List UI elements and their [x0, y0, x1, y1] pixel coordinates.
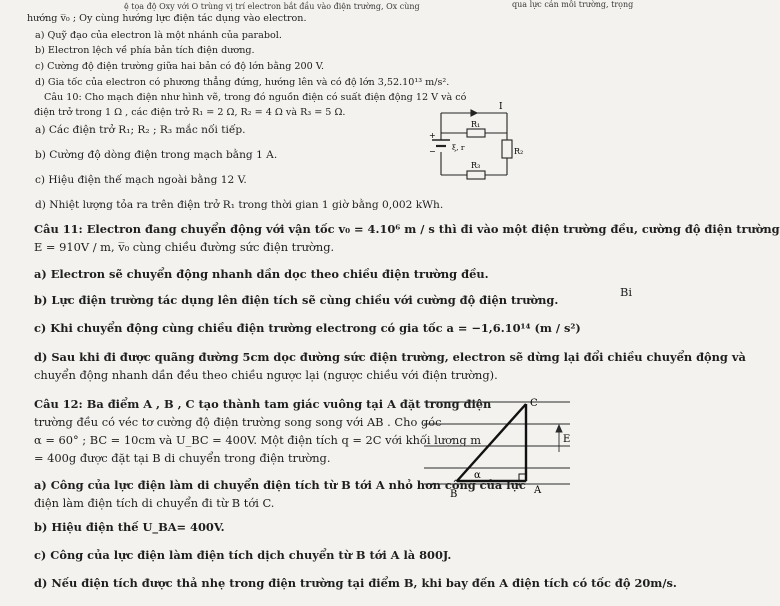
field-e-label: E — [563, 434, 571, 445]
text-line-top-right: qua lực cản môi trường, trọng — [512, 0, 634, 9]
q12-option-c: c) Công của lực điện làm điện tích dịch chuyển từ B tới A là 800J. — [34, 548, 452, 562]
q11-option-d-cont: chuyển động nhanh dần đều theo chiều ngược lại (ngược chiều với điện trường). — [34, 368, 498, 382]
current-label: I — [499, 102, 503, 112]
question-12-stem-4: = 400g được đặt tại B di chuyển trong điện trường. — [34, 451, 331, 465]
option-a: a) Quỹ đạo của electron là một nhánh của parabol. — [35, 30, 282, 41]
q12-option-b: b) Hiệu điện thế U_BA= 400V. — [34, 520, 225, 534]
option-c: c) Cường độ điện trường giữa hai bản có độ lớn bằng 200 V. — [35, 61, 325, 72]
circuit-diagram — [415, 100, 525, 185]
q12-option-d: d) Nếu điện tích được thả nhẹ trong điện trường tại điểm B, khi bay đến A điện tích có tốc độ 20m/s. — [34, 576, 677, 590]
edge-text: Bi — [620, 285, 633, 299]
q12-option-a-cont: điện làm điện tích di chuyển đi từ B tới C. — [34, 496, 275, 510]
q10-option-c: c) Hiệu điện thế mạch ngoài bằng 12 V. — [35, 174, 247, 186]
question-10-stem: Câu 10: Cho mạch điện như hình vẽ, trong đó nguồn điện có suất điện động 12 V và có — [44, 92, 467, 103]
q11-option-a: a) Electron sẽ chuyển động nhanh dần dọc theo chiều điện trường đều. — [34, 267, 489, 281]
r2-label: R₂ — [514, 147, 524, 156]
q10-option-d: d) Nhiệt lượng tỏa ra trên điện trở R₁ trong thời gian 1 giờ bằng 0,002 kWh. — [35, 199, 444, 211]
plus-sign: + — [429, 131, 436, 140]
q12-option-a: a) Công của lực điện làm di chuyển điện tích từ B tới A nhỏ hơn công của lực — [34, 478, 526, 492]
vertex-b-label: B — [450, 489, 458, 500]
option-b: b) Electron lệch về phía bản tích điện dương. — [35, 45, 255, 56]
question-11-stem: Câu 11: Electron đang chuyển động với vận tốc v₀ = 4.10⁶ m / s thì đi vào một điện trường đều, cường độ điện trường — [34, 222, 780, 236]
q11-option-b: b) Lực điện trường tác dụng lên điện tích sẽ cùng chiều với cường độ điện trường. — [34, 293, 559, 307]
text-line-top: ệ tọa độ Oxy với O trùng vị trí electron bắt đầu vào điện trường, Ox cùng — [124, 2, 420, 11]
question-12-stem-3: α = 60° ; BC = 10cm và U_BC = 400V. Một điện tích q = 2C với khối lượng m — [34, 433, 482, 447]
triangle-diagram — [420, 392, 580, 502]
r1-label: R₁ — [471, 120, 481, 129]
minus-sign: − — [429, 147, 436, 156]
q10-option-a: a) Các điện trở R₁; R₂ ; R₃ mắc nối tiếp. — [35, 124, 246, 136]
source-label: ξ, r — [452, 143, 465, 152]
q11-option-d: d) Sau khi đi được quãng đường 5cm dọc đường sức điện trường, electron sẽ dừng lại đổi chiều chuyển động và — [34, 350, 746, 364]
option-d: d) Gia tốc của electron có phương thẳng đứng, hướng lên và có độ lớn 3,52.10¹³ m/s². — [35, 77, 450, 88]
q11-option-c: c) Khi chuyển động cùng chiều điện trường electrong có gia tốc a = −1,6.10¹⁴ (m / s²) — [34, 321, 581, 335]
question-10-stem-2: điện trở trong 1 Ω , các điện trở R₁ = 2 Ω, R₂ = 4 Ω và R₃ = 5 Ω. — [34, 107, 346, 118]
q10-option-b: b) Cường độ dòng điện trong mạch bằng 1 A. — [35, 149, 278, 161]
text-line: hướng v̅₀ ; Oy cùng hướng lực điện tác dụng vào electron. — [27, 13, 307, 24]
question-12-stem: Câu 12: Ba điểm A , B , C tạo thành tam giác vuông tại A đặt trong điện — [34, 397, 492, 411]
angle-alpha-label: α — [474, 470, 481, 481]
question-12-stem-2: trường đều có véc tơ cường độ điện trường song song với AB . Cho góc — [34, 415, 442, 429]
vertex-a-label: A — [534, 485, 542, 496]
question-11-stem-2: E = 910V / m, v̅₀ cùng chiều đường sức điện trường. — [34, 240, 335, 254]
r3-label: R₃ — [471, 161, 481, 170]
vertex-c-label: C — [530, 398, 538, 409]
